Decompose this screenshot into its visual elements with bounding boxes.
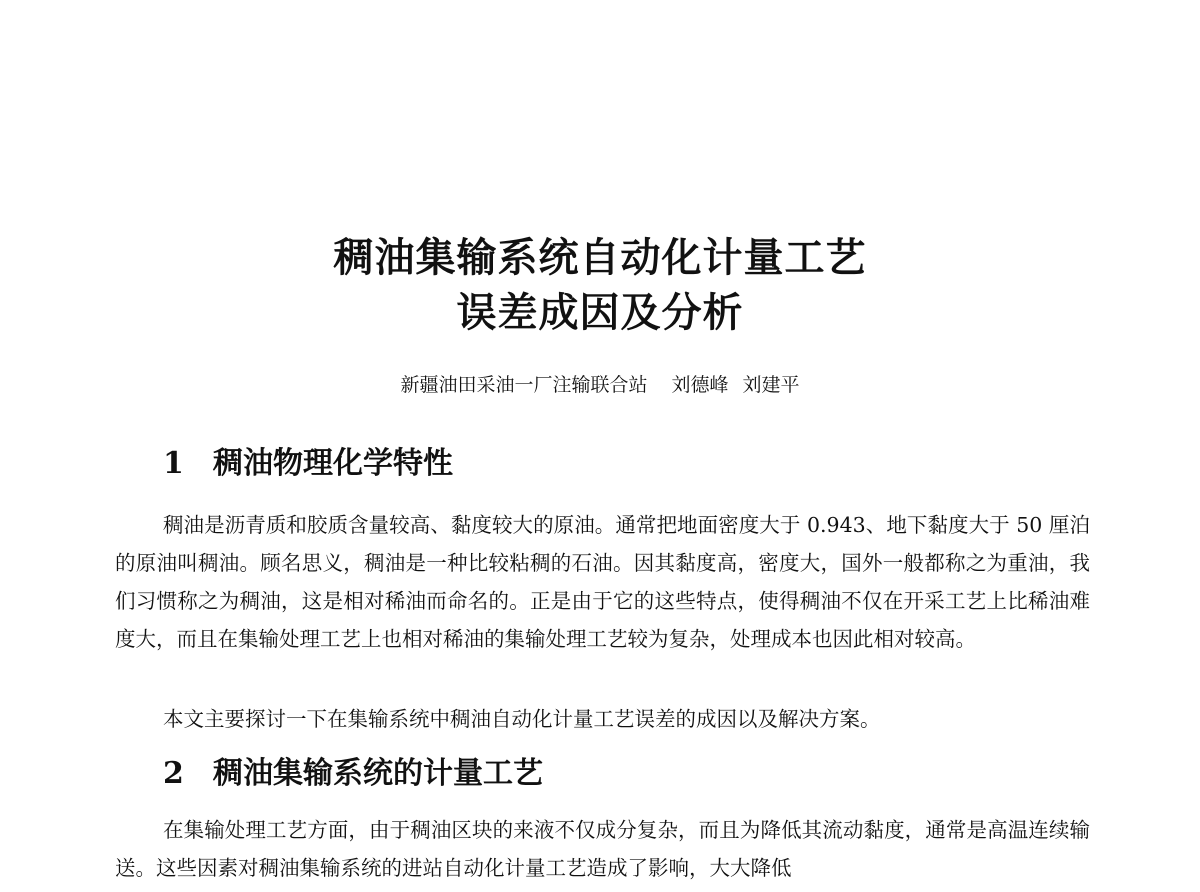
section-number: 2 [163,756,184,791]
author-1: 刘德峰 [671,374,729,396]
author-2: 刘建平 [742,374,800,396]
affiliation: 新疆油田采油一厂注输联合站 [400,374,648,396]
section-title: 稠油集输系统的计量工艺 [213,756,543,791]
article-title-line-2: 误差成因及分析 [456,290,744,336]
paragraph: 在集输处理工艺方面，由于稠油区块的来液不仅成分复杂，而且为降低其流动黏度，通常是高温连续输送。这些因素对稠油集输系统的进站自动化计量工艺造成了影响，大大降低 [115,818,1090,880]
byline [0,373,1200,397]
section-title: 稠油物理化学特性 [213,446,453,481]
paragraph: 本文主要探讨一下在集输系统中稠油自动化计量工艺误差的成因以及解决方案。 [163,707,881,731]
paragraph: 稠油是沥青质和胶质含量较高、黏度较大的原油。通常把地面密度大于 0.943、地下黏度大于 50 厘泊的原油叫稠油。顾名思义，稠油是一种比较粘稠的石油。因其黏度高，密度大，国外一般都称之为重油，我们习惯称之为稠油，这是相对稀油而命名的。正是由于它的这些特点，使得稠油不仅在开采工艺上比稀油难度大，而且在集输处理工艺上也相对稀油的集输处理工艺较为复杂，处理成本也因此相对较高。 [115,513,1090,651]
section-number: 1 [163,446,184,481]
section-heading-2 [163,757,543,791]
section-heading-1 [163,447,453,481]
article-title-line-1: 稠油集输系统自动化计量工艺 [333,235,867,281]
